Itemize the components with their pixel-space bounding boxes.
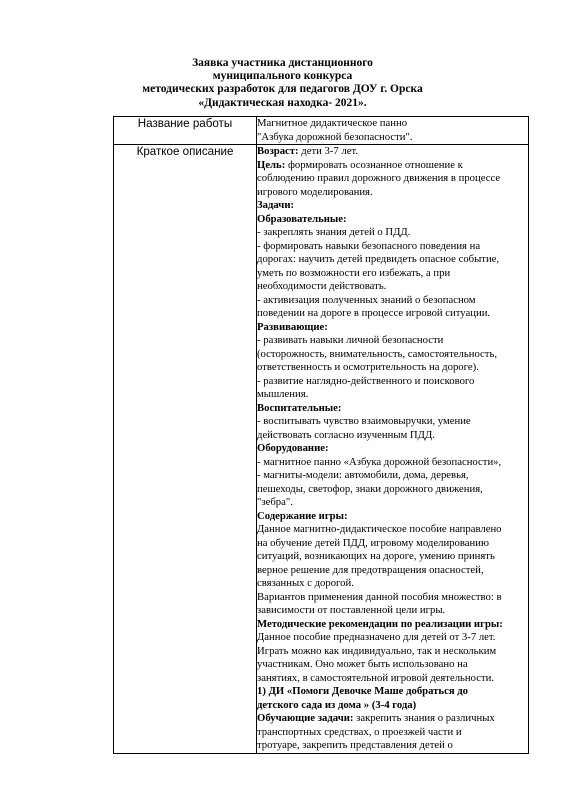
tasks-heading: Задачи: <box>257 199 295 211</box>
educational-line: - закреплять знания детей о ПДД. <box>257 226 411 238</box>
game-content-line: ситуаций, возникающих на дороге, умению принять <box>257 550 495 562</box>
age-line <box>257 145 528 159</box>
application-header <box>0 57 565 110</box>
game-content-heading: Содержание игры: <box>257 509 348 522</box>
equipment-heading: Оборудование: <box>257 442 329 454</box>
game-content-line: на обучение детей ПДД, игровому моделированию <box>257 536 489 549</box>
header-line-3: методических разработок для педагогов ДОУ г. Орска <box>142 83 423 96</box>
goal-heading: Цель: <box>257 158 286 171</box>
game-content-line: Вариантов применения данной пособия множество: в <box>257 590 502 603</box>
equipment-line: пешеходы, светофор, знаки дорожного движения, <box>257 482 483 495</box>
work-title-line-2: "Азбука дорожной безопасности". <box>257 130 413 143</box>
age-text: дети 3-7 лет. <box>298 145 359 157</box>
table-row-description <box>114 145 529 754</box>
goal-line-2: соблюдению правил дорожного движения в процессе <box>257 172 501 184</box>
upbringing-line: - воспитывать чувство взаимовыручки, умение <box>257 415 471 427</box>
goal-line <box>257 159 528 173</box>
developing-line: - развитие наглядно-действенного и поискового <box>257 374 475 387</box>
goal-line-3: игрового моделирования. <box>257 185 373 198</box>
educational-line: - активизация полученных знаний о безопасном <box>257 293 476 306</box>
header-line-2: муниципального конкурса <box>212 70 353 83</box>
game-content-line: зависимости от поставленной цели игры. <box>257 604 446 616</box>
methodical-heading: Методические рекомендации по реализации игры: <box>257 617 503 630</box>
developing-line: мышления. <box>257 388 309 400</box>
learning-tasks-heading: Обучающие задачи: <box>257 712 354 724</box>
game-1-title: 1) ДИ «Помоги Девочке Маше добраться до <box>257 685 469 697</box>
header-line-1: Заявка участника дистанционного <box>192 57 373 69</box>
developing-heading: Развивающие: <box>257 320 328 333</box>
equipment-line: - магнитное панно «Азбука дорожной безопасности», <box>257 455 502 468</box>
equipment-line: - магниты-модели: автомобили, дома, деревья, <box>257 469 469 481</box>
work-title-line-1: Магнитное дидактическое панно <box>257 117 408 129</box>
developing-line: (осторожность, внимательность, самостоятельность, <box>257 347 498 360</box>
developing-line: ответственность и осмотрительность на дороге). <box>257 361 479 373</box>
age-heading: Возраст: <box>257 145 299 157</box>
goal-text: формировать осознанное отношение к <box>285 158 463 171</box>
educational-line: - формировать навыки безопасного поведения на <box>257 239 481 252</box>
game-1-title-cont: детского сада из дома » (3-4 года) <box>257 698 417 711</box>
educational-line: уметь по возможности его избежать, а при <box>257 266 451 279</box>
developing-line: - развивать навыки личной безопасности <box>257 334 444 346</box>
game-content-line: Данное магнитно-дидактическое пособие направлено <box>257 523 502 535</box>
learning-tasks-line-2: транспортных средствах, о проезжей части и <box>257 725 462 738</box>
game-content-line: связанных с дорогой. <box>257 577 354 589</box>
upbringing-heading: Воспитательные: <box>257 401 342 414</box>
methodical-line: Играть можно как индивидуально, так и нескольким <box>257 644 497 657</box>
upbringing-line: действовать согласно изученным ПДД. <box>257 428 435 441</box>
educational-heading: Образовательные: <box>257 212 347 225</box>
methodical-line: Данное пособие предназначено для детей от 3-7 лет. <box>257 631 496 643</box>
application-table <box>113 116 529 754</box>
work-title-label: Название работы <box>114 117 257 145</box>
header-line-4: «Дидактическая находка- 2021». <box>198 96 367 109</box>
methodical-line: участникам. Оно может быть использовано на <box>257 658 468 670</box>
educational-line: необходимости действовать. <box>257 280 387 292</box>
equipment-line: "зебра". <box>257 496 293 508</box>
description-label: Краткое описание <box>114 145 257 754</box>
learning-tasks-line <box>257 712 528 726</box>
work-title-value <box>257 117 529 145</box>
learning-tasks-text: закрепить знания о различных <box>353 712 495 724</box>
educational-line: поведении на дороге в процессе игровой ситуации. <box>257 307 491 319</box>
educational-line: дорогах: научить детей предвидеть опасное событие, <box>257 253 500 265</box>
learning-tasks-line-3: тротуаре, закрепить представления детей о <box>257 739 453 751</box>
table-row-title <box>114 117 529 145</box>
methodical-line: занятиях, в самостоятельной игровой деятельности. <box>257 671 495 684</box>
description-value <box>257 145 529 754</box>
game-content-line: верное решение для предотвращения опасностей, <box>257 563 484 576</box>
